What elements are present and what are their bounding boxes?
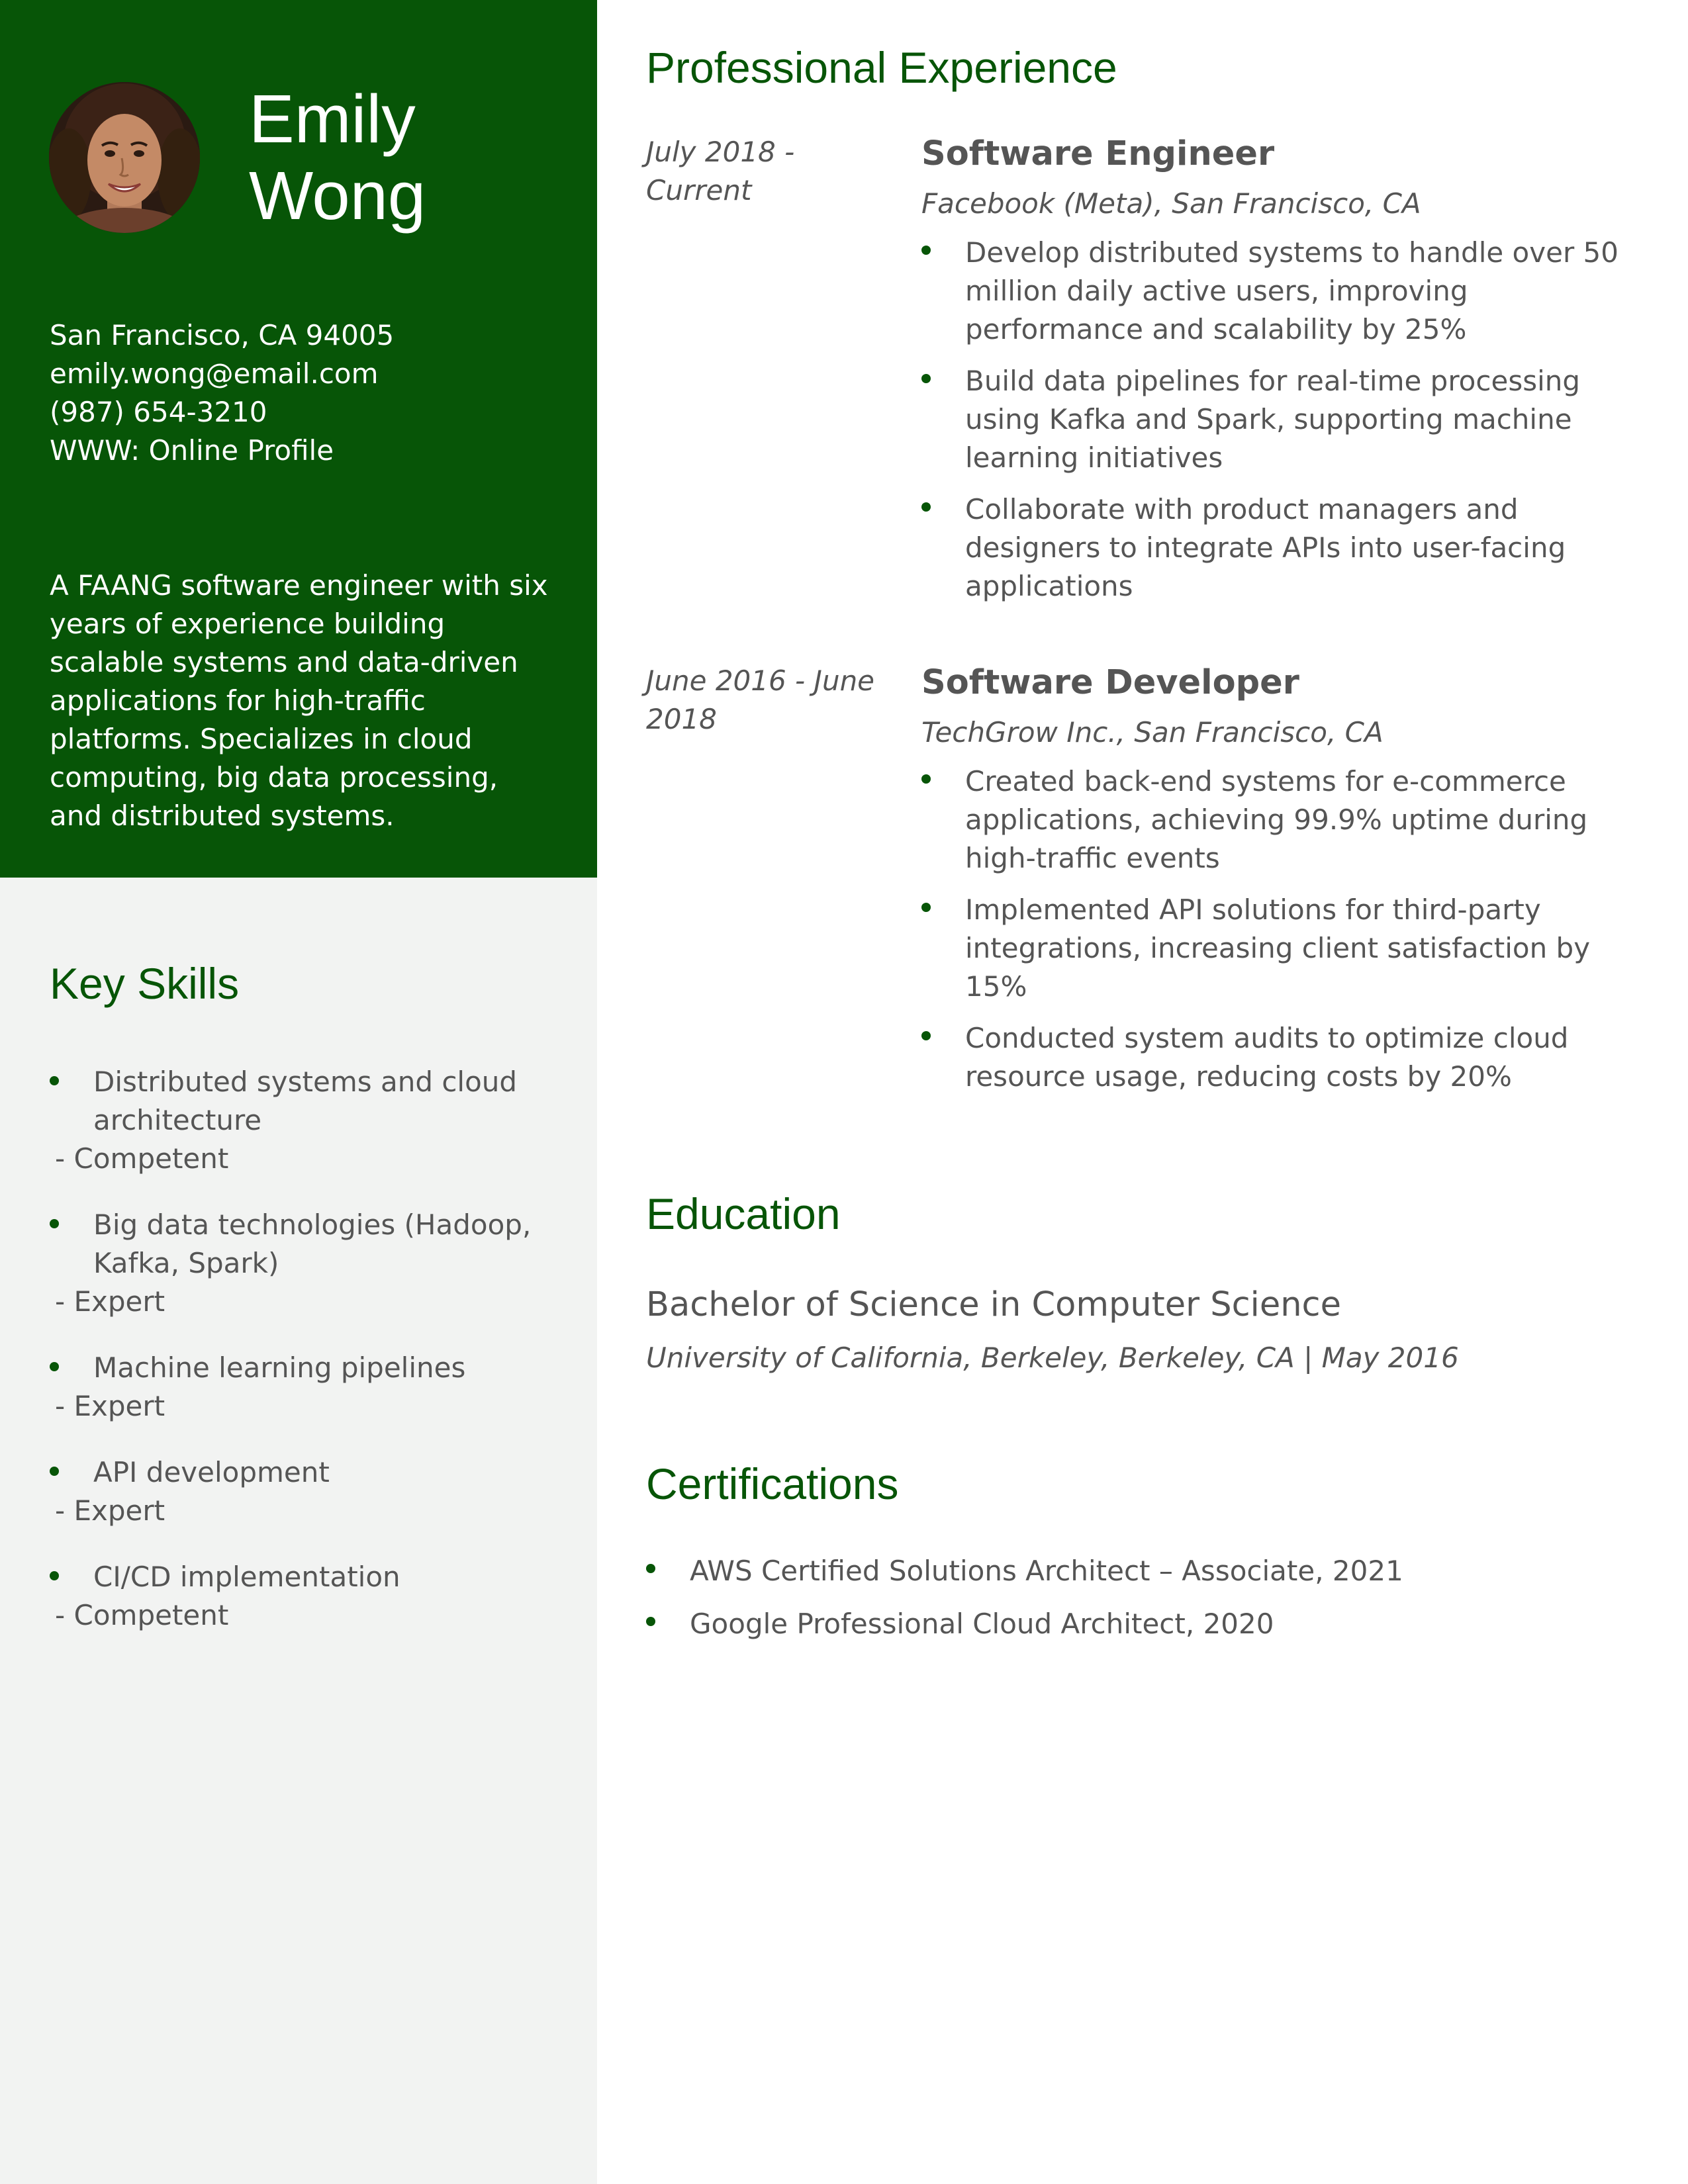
bullet-icon (921, 502, 931, 512)
portrait-photo-icon (49, 82, 200, 233)
skill-item (50, 1206, 566, 1321)
education-heading: Education (646, 1189, 841, 1238)
job-bullet (921, 891, 1630, 1006)
job-bullet-text: Created back-end systems for e-commerce applications, achieving 99.9% uptime during high-traffic events (965, 765, 1588, 874)
bullet-icon (921, 774, 931, 784)
job-bullet (921, 362, 1630, 477)
bullet-icon (50, 1467, 59, 1476)
last-name: Wong (249, 158, 426, 234)
skills-heading: Key Skills (50, 959, 240, 1008)
job-company: TechGrow Inc., San Francisco, CA (921, 716, 1383, 749)
job-bullet-text: Develop distributed systems to handle over 50 million daily active users, improving performance and scalability by 25% (965, 236, 1618, 345)
job-bullet (921, 490, 1630, 606)
job-bullet-text: Collaborate with product managers and designers to integrate APIs into user-facing applications (965, 493, 1566, 602)
job-title: Software Engineer (921, 134, 1275, 173)
bullet-icon (50, 1076, 59, 1085)
contact-website-link[interactable]: WWW: Online Profile (50, 434, 334, 467)
skill-level: - Expert (55, 1494, 165, 1527)
bullet-icon (50, 1571, 59, 1580)
bullet-icon (921, 374, 931, 383)
job-title: Software Developer (921, 663, 1299, 702)
job-date: June 2016 - June 2018 (646, 664, 875, 735)
bullet-icon (921, 903, 931, 912)
skill-item (50, 1063, 566, 1178)
education-school: University of California, Berkeley, Berkeley, CA | May 2016 (646, 1342, 1459, 1374)
certification-text: Google Professional Cloud Architect, 2020 (690, 1608, 1274, 1640)
bullet-icon (50, 1219, 59, 1228)
contact-address: San Francisco, CA 94005 (50, 319, 395, 351)
contact-info (50, 316, 394, 470)
skill-item (50, 1558, 566, 1635)
skill-level: - Competent (55, 1599, 229, 1631)
skill-item (50, 1349, 566, 1426)
skill-level: - Competent (55, 1142, 229, 1175)
bullet-icon (50, 1362, 59, 1371)
experience-heading: Professional Experience (646, 43, 1117, 92)
bullet-icon (921, 246, 931, 255)
skills-list (50, 1063, 566, 1662)
certification-text: AWS Certified Solutions Architect – Associate, 2021 (690, 1555, 1403, 1587)
skill-name: API development (93, 1456, 330, 1488)
certifications-heading: Certifications (646, 1459, 899, 1508)
avatar (49, 82, 200, 233)
bullet-icon (921, 1031, 931, 1040)
job-bullet (921, 762, 1630, 878)
skill-name: Big data technologies (Hadoop, Kafka, Spark) (93, 1208, 532, 1279)
contact-phone: (987) 654-3210 (50, 396, 267, 428)
certifications-list (646, 1552, 1639, 1658)
contact-email[interactable]: emily.wong@email.com (50, 357, 379, 390)
job-bullets (921, 762, 1630, 1096)
job-bullet-text: Build data pipelines for real-time processing using Kafka and Spark, supporting machine learning initiatives (965, 365, 1581, 474)
job-bullet (921, 234, 1630, 349)
job-bullets (921, 234, 1630, 606)
job-date: July 2018 - Current (646, 136, 795, 206)
certification-item (646, 1552, 1639, 1590)
sidebar (0, 0, 597, 2184)
skill-level: - Expert (55, 1285, 165, 1318)
job-bullet-text: Implemented API solutions for third-party integrations, increasing client satisfaction by 15% (965, 893, 1591, 1003)
candidate-name (249, 81, 426, 234)
skill-name: CI/CD implementation (93, 1561, 400, 1593)
job-company: Facebook (Meta), San Francisco, CA (921, 187, 1421, 220)
sidebar-header (0, 0, 597, 878)
skill-level: - Expert (55, 1390, 165, 1422)
job-bullet-text: Conducted system audits to optimize cloud resource usage, reducing costs by 20% (965, 1022, 1569, 1093)
first-name: Emily (249, 81, 416, 157)
bullet-icon (646, 1617, 655, 1626)
certification-item (646, 1605, 1639, 1643)
skill-name: Distributed systems and cloud architecture (93, 1066, 518, 1136)
bullet-icon (646, 1564, 655, 1573)
skill-item (50, 1453, 566, 1530)
skill-name: Machine learning pipelines (93, 1351, 466, 1384)
job-bullet (921, 1019, 1630, 1096)
education-degree: Bachelor of Science in Computer Science (646, 1285, 1341, 1324)
professional-summary: A FAANG software engineer with six years of experience building scalable systems and data-driven applications for high-traffic platforms. Specializes in cloud computing, big data processing, and distributed systems. (50, 569, 548, 832)
